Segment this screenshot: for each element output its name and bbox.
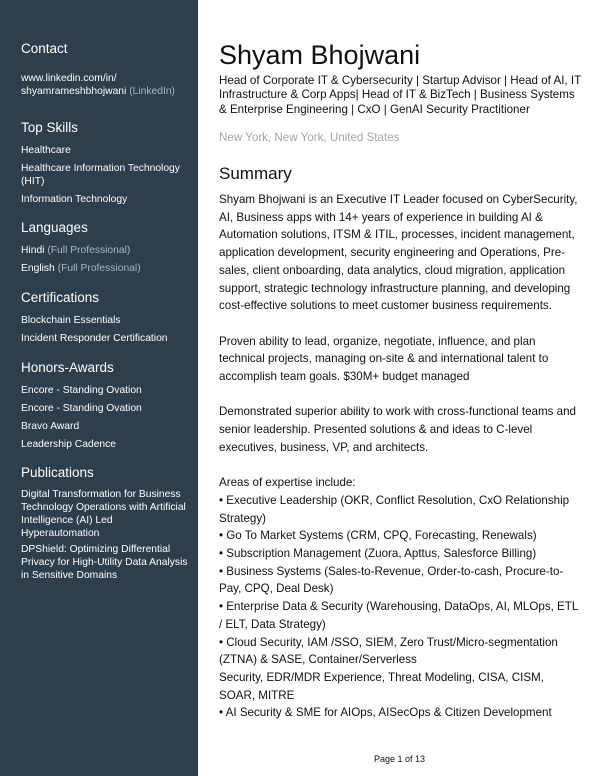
headline: Head of Corporate IT & Cybersecurity | Startup Advisor | Head of AI, IT Infrastructure & Corp Apps| Head of IT & BizTech | Business Systems & Enterprise Engineering | CxO | GenAI Security Practitioner	[219, 74, 581, 116]
expertise-item: • Executive Leadership (OKR, Conflict Resolution, CxO Relationship Strategy)	[219, 493, 570, 525]
language-level: (Full Professional)	[57, 263, 141, 274]
top-skills-heading: Top Skills	[21, 120, 79, 135]
languages-heading: Languages	[21, 220, 88, 235]
expertise-item: • Go To Market Systems (CRM, CPQ, Forecasting, Renewals)	[219, 529, 537, 543]
publication-item: Digital Transformation for Business Technology Operations with Artificial Intelligence (AI) Led Hyperautomation	[21, 489, 186, 539]
summary-paragraph: Demonstrated superior ability to work with cross-functional teams and senior leadership. Presented solutions & and ideas to C-level executives, business, VP, and architects.	[219, 405, 576, 454]
language-item	[21, 262, 191, 275]
certification-item: Incident Responder Certification	[21, 333, 168, 344]
skill-item: Healthcare	[21, 145, 71, 156]
contact-heading: Contact	[21, 41, 68, 56]
certifications-heading: Certifications	[21, 290, 100, 305]
areas-intro: Areas of expertise include:	[219, 476, 356, 490]
publication-item: DPShield: Optimizing Differential Privacy for High-Utility Data Analysis in Sensitive Domains	[21, 544, 188, 581]
summary-heading: Summary	[219, 164, 292, 183]
linkedin-suffix: (LinkedIn)	[129, 86, 175, 97]
top-skills-section	[21, 120, 191, 211]
language-item	[21, 244, 191, 257]
language-level: (Full Professional)	[47, 245, 131, 256]
honor-item: Leadership Cadence	[21, 439, 117, 450]
expertise-item: • Enterprise Data & Security (Warehousing, DataOps, AI, MLOps, ETL / ELT, Data Strategy)	[219, 600, 578, 631]
expertise-item: • AI Security & SME for AIOps, AISecOps & Citizen Development	[219, 706, 552, 720]
languages-section	[21, 220, 191, 280]
expertise-item: • Subscription Management (Zuora, Apttus, Salesforce Billing)	[219, 547, 537, 561]
language-name: English	[21, 263, 55, 274]
certifications-section	[21, 290, 191, 350]
summary-paragraph: Shyam Bhojwani is an Executive IT Leader focused on CyberSecurity, AI, Business apps with 14+ years of experience in building AI & Automation solutions, ITSM & ITIL, processes, incident management, application development, security engineering and Operations, Pre-sales, client onboarding, data analytics, cloud migration, application support, strategic technology infrastructure planning, and developing cost-effective solutions to meet customer business requirements.	[219, 193, 578, 313]
language-name: Hindi	[21, 245, 45, 256]
honor-item: Encore - Standing Ovation	[21, 403, 142, 414]
expertise-item: • Cloud Security, IAM /SSO, SIEM, Zero Trust/Micro-segmentation (ZTNA) & SASE, Container/Serverless	[219, 635, 558, 667]
publications-heading: Publications	[21, 465, 94, 480]
linkedin-url-line1[interactable]: www.linkedin.com/in/	[21, 73, 117, 84]
honor-item: Encore - Standing Ovation	[21, 385, 142, 396]
contact-section	[21, 41, 191, 103]
expertise-item: Security, EDR/MDR Experience, Threat Modeling, CISA, CISM, SOAR, MITRE	[219, 670, 544, 702]
page-number: Page 1 of 13	[374, 754, 426, 764]
sidebar	[0, 0, 198, 776]
skill-item: Healthcare Information Technology (HIT)	[21, 163, 180, 187]
summary-paragraph: Proven ability to lead, organize, negotiate, influence, and plan technical projects, managing on-site & and international talent to accomplish team goals. $30M+ budget managed	[219, 334, 549, 384]
summary-body	[219, 191, 581, 722]
certification-item: Blockchain Essentials	[21, 315, 121, 326]
expertise-item: • Business Systems (Sales-to-Revenue, Order-to-cash, Procure-to-Pay, CPQ, Deal Desk)	[219, 564, 564, 596]
skill-item: Information Technology	[21, 194, 128, 205]
location: New York, New York, United States	[219, 131, 400, 144]
honors-heading: Honors-Awards	[21, 360, 114, 375]
linkedin-url-line2[interactable]: shyamrameshbhojwani	[21, 86, 127, 97]
publications-section	[21, 465, 191, 587]
honors-section	[21, 360, 191, 456]
person-name: Shyam Bhojwani	[219, 40, 421, 70]
linkedin-link[interactable]	[21, 72, 191, 98]
honor-item: Bravo Award	[21, 421, 80, 432]
